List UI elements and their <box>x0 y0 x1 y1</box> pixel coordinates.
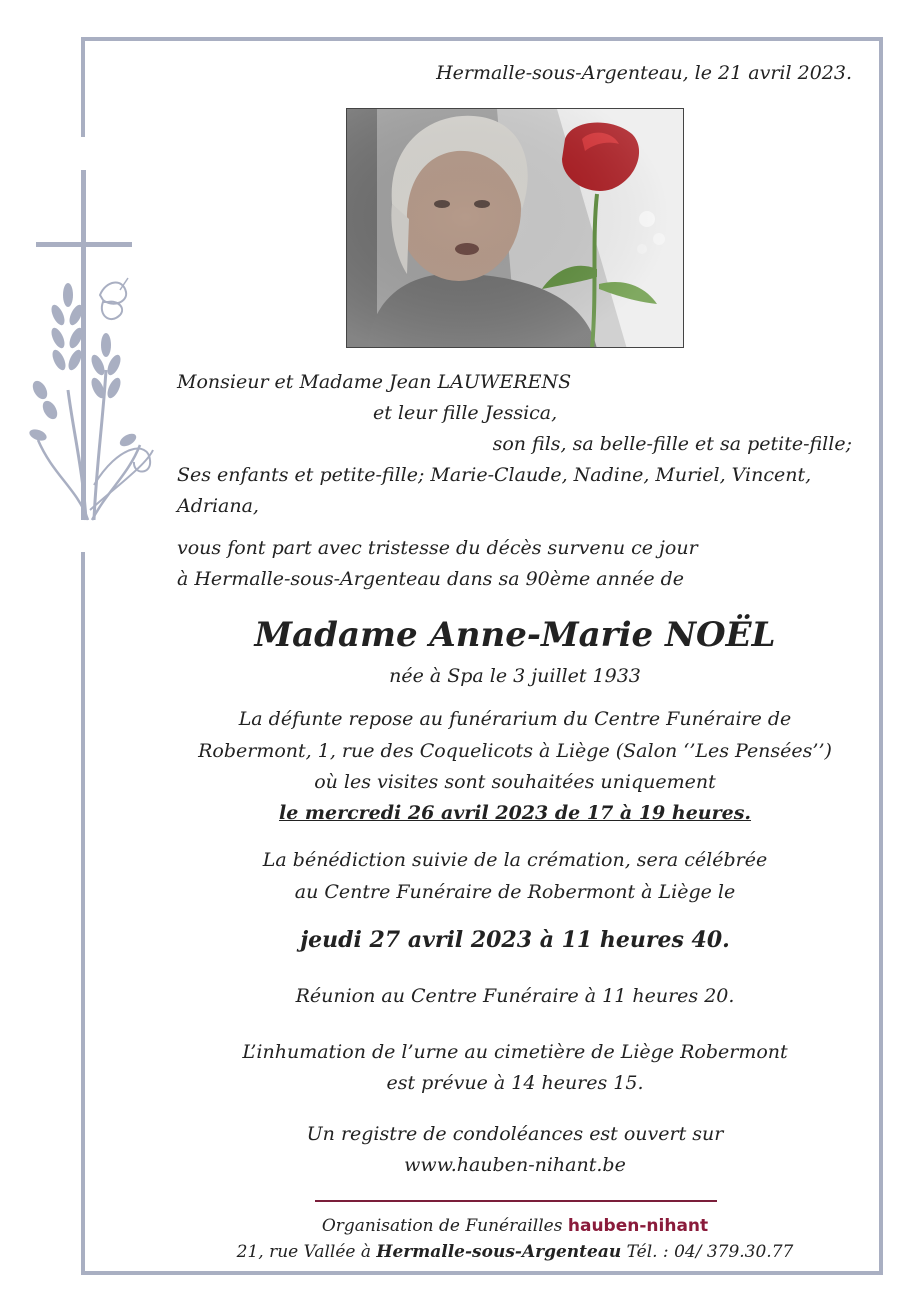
footer-org-prefix: Organisation de Funérailles <box>321 1216 563 1236</box>
ceremony-line-1: La bénédiction suivie de la crémation, sera célébrée <box>262 849 768 871</box>
burial-line-1: L’inhumation de l’urne au cimetière de Liège Robermont <box>242 1041 788 1063</box>
ceremony-date: jeudi 27 avril 2023 à 11 heures 40. <box>300 927 730 953</box>
family-line-1: Monsieur et Madame Jean LAUWERENS <box>177 371 572 393</box>
footer-organisation <box>150 1212 880 1240</box>
visitation-line-2: Robermont, 1, rue des Coquelicots à Liège (Salon ‘’Les Pensées’’) <box>198 740 832 762</box>
burial-line-2: est prévue à 14 heures 15. <box>386 1072 644 1094</box>
frame-top-border <box>81 37 883 41</box>
ceremony-line-2: au Centre Funéraire de Robermont à Liège le <box>294 881 736 903</box>
deceased-photo <box>346 108 684 348</box>
gathering-line: Réunion au Centre Funéraire à 11 heures 20. <box>295 985 735 1007</box>
family-line-5: Adriana, <box>177 495 259 517</box>
footer-address-prefix: 21, rue Vallée à <box>236 1242 372 1262</box>
family-line-3: son fils, sa belle-fille et sa petite-fille; <box>492 433 852 455</box>
footer-divider <box>315 1200 717 1202</box>
visitation-line-3: où les visites sont souhaitées uniquement <box>314 771 716 793</box>
visitation-line-1: La défunte repose au funérarium du Centre Funéraire de <box>238 708 792 730</box>
portrait-image <box>347 109 684 348</box>
footer-address <box>150 1238 880 1266</box>
family-line-2: et leur fille Jessica, <box>373 402 558 424</box>
birth-line: née à Spa le 3 juillet 1933 <box>389 665 641 687</box>
frame-left-border-lower <box>81 552 85 1275</box>
date-line: Hermalle-sous-Argenteau, le 21 avril 2023. <box>436 62 852 84</box>
footer-phone: Tél. : 04/ 379.30.77 <box>626 1242 794 1262</box>
footer-town: Hermalle-sous-Argenteau <box>376 1242 622 1262</box>
frame-bottom-border <box>81 1271 883 1275</box>
announcement-line-2: à Hermalle-sous-Argenteau dans sa 90ème année de <box>177 568 685 590</box>
deceased-name: Madame Anne-Marie NOËL <box>254 615 776 655</box>
family-line-4: Ses enfants et petite-fille; Marie-Claude, Nadine, Muriel, Vincent, <box>177 464 812 486</box>
cross-icon-horizontal <box>36 242 132 247</box>
announcement-line-1: vous font part avec tristesse du décès survenu ce jour <box>177 537 698 559</box>
brand-logo: hauben-nihant <box>567 1216 709 1236</box>
wheat-butterfly-icon <box>28 270 158 525</box>
frame-left-border-upper <box>81 37 85 137</box>
registry-line: Un registre de condoléances est ouvert sur <box>306 1123 724 1145</box>
registry-website[interactable]: www.hauben-nihant.be <box>404 1154 626 1176</box>
visitation-date: le mercredi 26 avril 2023 de 17 à 19 heures. <box>278 802 752 824</box>
